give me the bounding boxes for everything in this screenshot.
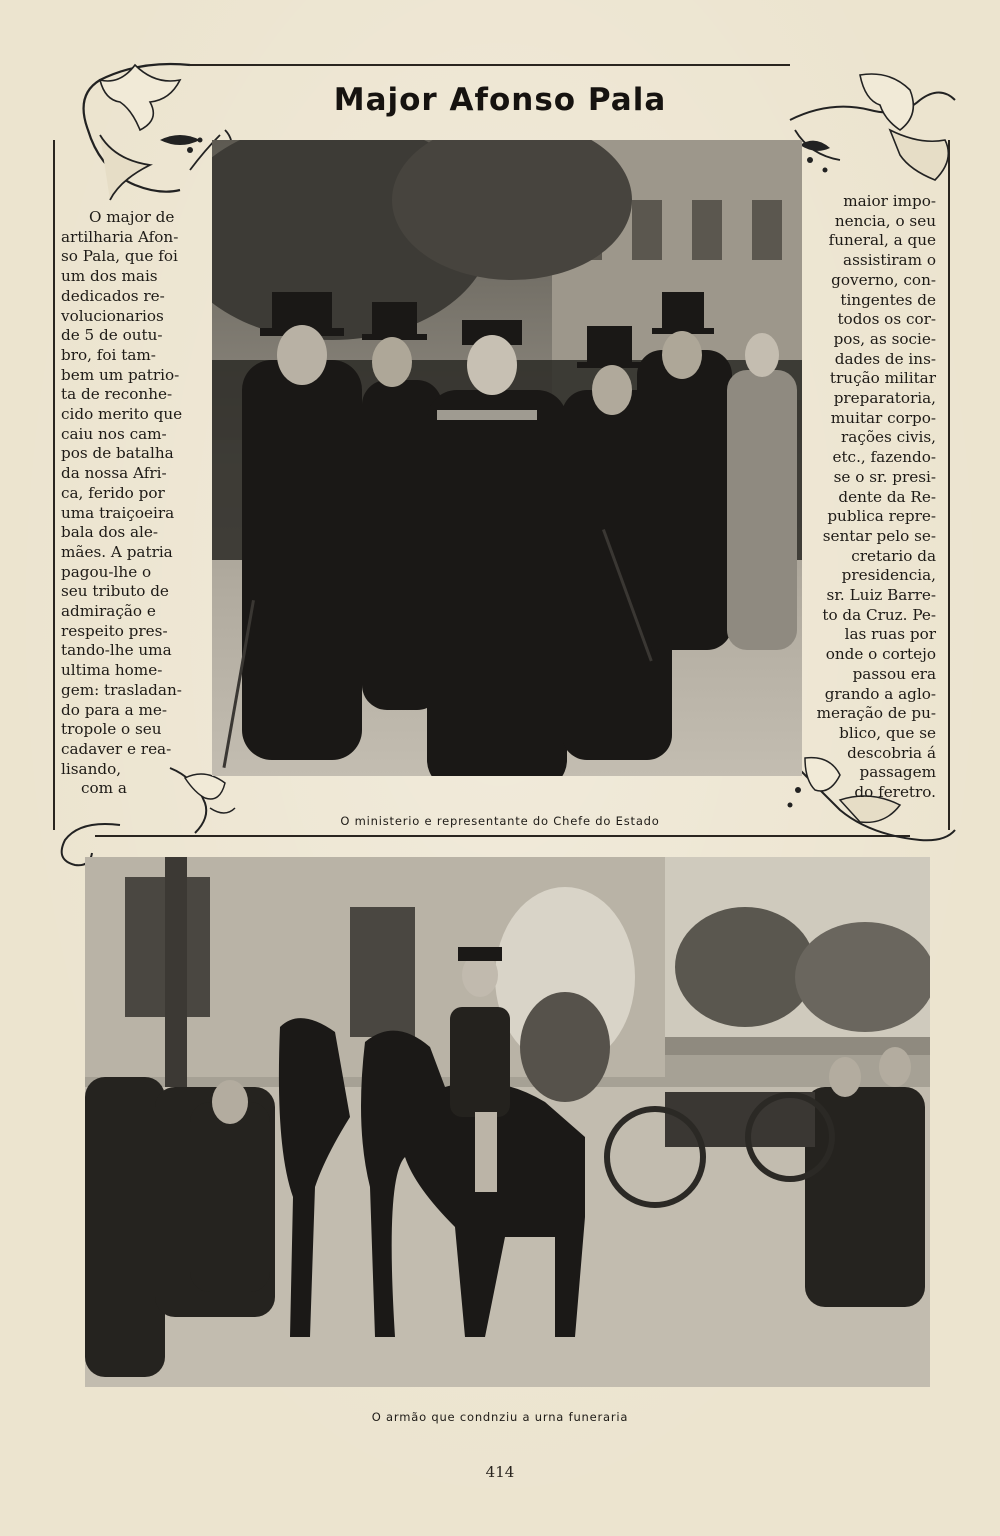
article-line: de 5 de outu- bbox=[61, 326, 163, 345]
article-line: publica repre- bbox=[827, 507, 936, 526]
article-line: pos, as socie- bbox=[833, 329, 936, 348]
article-line: rações civis, bbox=[841, 428, 936, 447]
article-line: artilharia Afon- bbox=[61, 227, 179, 246]
article-line: presidencia, bbox=[841, 566, 936, 585]
bottom-photo bbox=[85, 857, 930, 1387]
article-line: da nossa Afri- bbox=[61, 464, 167, 483]
article-line: do para a me- bbox=[61, 700, 168, 719]
article-line: pagou-lhe o bbox=[61, 562, 152, 581]
article-line: admiração e bbox=[61, 602, 156, 621]
article-line: sentar pelo se- bbox=[822, 526, 936, 545]
page-title: Major Afonso Pala bbox=[333, 82, 667, 118]
article-line: seu tributo de bbox=[61, 582, 169, 601]
article-line: dente da Re- bbox=[838, 487, 936, 506]
article-line: dades de ins- bbox=[834, 349, 936, 368]
article-line: governo, con- bbox=[831, 270, 936, 289]
article-line: maior impo- bbox=[843, 192, 936, 210]
lily-flourish-icon bbox=[40, 40, 240, 210]
top-photo-caption: O ministerio e representante do Chefe do Estado bbox=[340, 814, 660, 828]
article-line: muitar corpo- bbox=[830, 408, 936, 427]
article-line: todos os cor- bbox=[837, 310, 936, 329]
article-line: bem um patrio- bbox=[61, 365, 180, 384]
article-line: sr. Luiz Barre- bbox=[826, 586, 936, 605]
article-line: meração de pu- bbox=[816, 704, 936, 723]
article-line: lisando, bbox=[61, 759, 122, 778]
article-line: um dos mais bbox=[61, 267, 158, 286]
frame-top-rule bbox=[190, 64, 790, 66]
article-line: bro, foi tam- bbox=[61, 345, 156, 364]
article-line: ta de reconhe- bbox=[61, 385, 173, 404]
top-photo bbox=[212, 140, 802, 776]
article-line: tropole o seu bbox=[61, 720, 162, 739]
article-line: caiu nos cam- bbox=[61, 424, 167, 443]
article-line: com a bbox=[81, 779, 127, 798]
article-line: passagem bbox=[859, 763, 936, 782]
article-line: gem: trasladan- bbox=[61, 680, 182, 699]
bottom-photo-caption: O armão que condnziu a urna funeraria bbox=[371, 1410, 629, 1424]
article-line: cadaver e rea- bbox=[61, 739, 172, 758]
article-line: etc., fazendo- bbox=[832, 448, 936, 467]
article-line: blico, que se bbox=[839, 723, 936, 742]
article-line: bala dos ale- bbox=[61, 523, 159, 542]
article-line: grando a aglo- bbox=[824, 684, 936, 703]
article-line: cido merito que bbox=[61, 405, 183, 424]
page-number: 414 bbox=[485, 1463, 515, 1481]
article-line: to da Cruz. Pe- bbox=[822, 605, 936, 624]
article-line: mães. A patria bbox=[61, 542, 173, 561]
article-left-column bbox=[61, 208, 207, 799]
article-line: ca, ferido por bbox=[61, 483, 165, 502]
article-line: do feretro. bbox=[854, 783, 936, 802]
article-line: descobria á bbox=[847, 743, 936, 762]
frame-left-rule bbox=[53, 140, 55, 830]
article-line: preparatoria, bbox=[833, 389, 936, 408]
article-line: tando-lhe uma bbox=[61, 641, 172, 660]
article-line: so Pala, que foi bbox=[61, 247, 178, 266]
article-line: onde o cortejo bbox=[825, 645, 936, 664]
article-line: pos de batalha bbox=[61, 444, 174, 463]
article-line: tingentes de bbox=[840, 290, 936, 309]
article-line: assistiram o bbox=[843, 251, 936, 270]
article-line: dedicados re- bbox=[61, 286, 165, 305]
frame-right-rule bbox=[948, 140, 950, 830]
article-line: uma traiçoeira bbox=[61, 503, 175, 522]
article-line: volucionarios bbox=[61, 306, 164, 325]
article-line: trução militar bbox=[829, 369, 936, 388]
article-line: se o sr. presi- bbox=[833, 467, 936, 486]
article-right-column bbox=[810, 192, 936, 803]
article-line: O major de bbox=[89, 208, 175, 226]
article-line: ultima home- bbox=[61, 661, 163, 680]
article-line: nencia, o seu bbox=[834, 211, 936, 230]
article-line: las ruas por bbox=[844, 625, 936, 644]
article-line: cretario da bbox=[851, 546, 936, 565]
article-line: funeral, a que bbox=[828, 231, 936, 250]
article-line: respeito pres- bbox=[61, 621, 168, 640]
article-line: passou era bbox=[852, 664, 936, 683]
